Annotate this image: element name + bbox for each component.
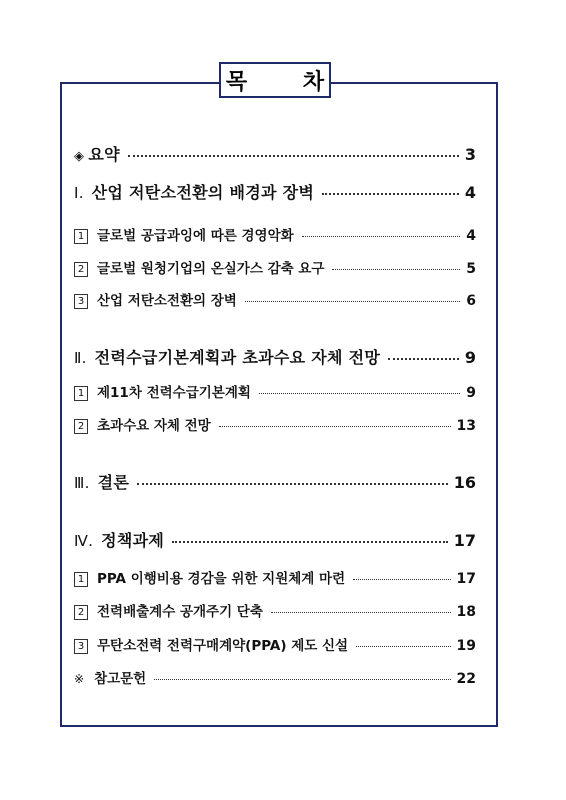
- toc-entry-section-3[interactable]: [74, 470, 476, 493]
- leader-dots: [356, 646, 450, 647]
- toc-page-number: 16: [453, 473, 476, 492]
- toc-entry-summary[interactable]: [74, 142, 476, 165]
- toc-label: 무탄소전력 전력구매계약(PPA) 제도 신설: [97, 638, 349, 654]
- toc-page-number: 18: [456, 604, 476, 620]
- leader-dots: [302, 236, 461, 237]
- toc-label: 제11차 전력수급기본계획: [97, 385, 251, 401]
- leader-dots: [219, 426, 451, 427]
- toc-label: 전력배출계수 공개주기 단축: [97, 604, 263, 620]
- toc-page-number: 3: [464, 145, 476, 164]
- toc-page-number: 13: [456, 418, 476, 434]
- leader-dots: [353, 579, 450, 580]
- toc-label: 산업 저탄소전환의 배경과 장벽: [91, 183, 315, 202]
- item-number-box: 2: [74, 262, 88, 277]
- toc-label: 참고문헌: [94, 671, 147, 687]
- toc-page-number: 4: [466, 228, 476, 244]
- toc-entry-2-2[interactable]: [74, 414, 476, 434]
- toc-entry-4-2[interactable]: [74, 600, 476, 620]
- toc-label: 산업 저탄소전환의 장벽: [97, 293, 237, 309]
- toc-entry-section-1[interactable]: [74, 180, 476, 203]
- toc-entry-1-1[interactable]: [74, 224, 476, 244]
- toc-entry-4-1[interactable]: [74, 567, 476, 587]
- leader-dots: [137, 483, 448, 485]
- toc-entry-references[interactable]: [74, 667, 476, 687]
- toc-page-number: 6: [466, 293, 476, 309]
- toc-label: 정책과제: [101, 531, 165, 550]
- item-number-box: 1: [74, 229, 88, 244]
- leader-dots: [322, 193, 459, 195]
- toc-title-box: [219, 62, 349, 98]
- item-number-box: 2: [74, 605, 88, 620]
- toc-label: 결론: [97, 473, 130, 492]
- diamond-icon: ◈: [74, 149, 85, 164]
- item-number-box: 1: [74, 572, 88, 587]
- toc-label: 초과수요 자체 전망: [97, 418, 211, 434]
- item-number-box: 2: [74, 419, 88, 434]
- toc-page-number: 5: [466, 261, 476, 277]
- toc-entry-4-3[interactable]: [74, 634, 476, 654]
- toc-entry-1-2[interactable]: [74, 257, 476, 277]
- toc-page-number: 4: [464, 183, 476, 202]
- toc-frame: [60, 82, 498, 727]
- section-number: Ⅰ.: [74, 184, 84, 202]
- leader-dots: [388, 358, 459, 360]
- item-number-box: 1: [74, 386, 88, 401]
- toc-page-number: 17: [456, 571, 476, 587]
- toc-label: 글로벌 공급과잉에 따른 경영악화: [97, 228, 294, 244]
- toc-page-number: 9: [464, 348, 476, 367]
- section-number: Ⅳ.: [74, 532, 94, 550]
- toc-page-number: 9: [466, 385, 476, 401]
- leader-dots: [154, 679, 450, 680]
- toc-page-number: 19: [456, 638, 476, 654]
- leader-dots: [259, 393, 460, 394]
- item-number-box: 3: [74, 639, 88, 654]
- section-number: Ⅱ.: [74, 349, 87, 367]
- toc-label: 글로벌 원청기업의 온실가스 감축 요구: [97, 261, 325, 277]
- item-number-box: 3: [74, 294, 88, 309]
- toc-entry-1-3[interactable]: [74, 289, 476, 309]
- toc-title: 목 차: [225, 69, 349, 95]
- toc-label: PPA 이행비용 경감을 위한 지원체계 마련: [97, 571, 346, 587]
- toc-entry-section-4[interactable]: [74, 528, 476, 551]
- toc-label: 전력수급기본계획과 초과수요 자체 전망: [94, 348, 381, 367]
- toc-page-number: 17: [453, 531, 476, 550]
- reference-mark-icon: ※: [74, 672, 85, 686]
- leader-dots: [271, 612, 451, 613]
- leader-dots: [245, 301, 460, 302]
- toc-page-number: 22: [456, 671, 476, 687]
- toc-entry-2-1[interactable]: [74, 381, 476, 401]
- leader-dots: [172, 541, 448, 543]
- toc-label: 요약: [88, 145, 120, 164]
- leader-dots: [128, 155, 459, 157]
- leader-dots: [332, 269, 460, 270]
- toc-entry-section-2[interactable]: [74, 345, 476, 368]
- section-number: Ⅲ.: [74, 474, 90, 492]
